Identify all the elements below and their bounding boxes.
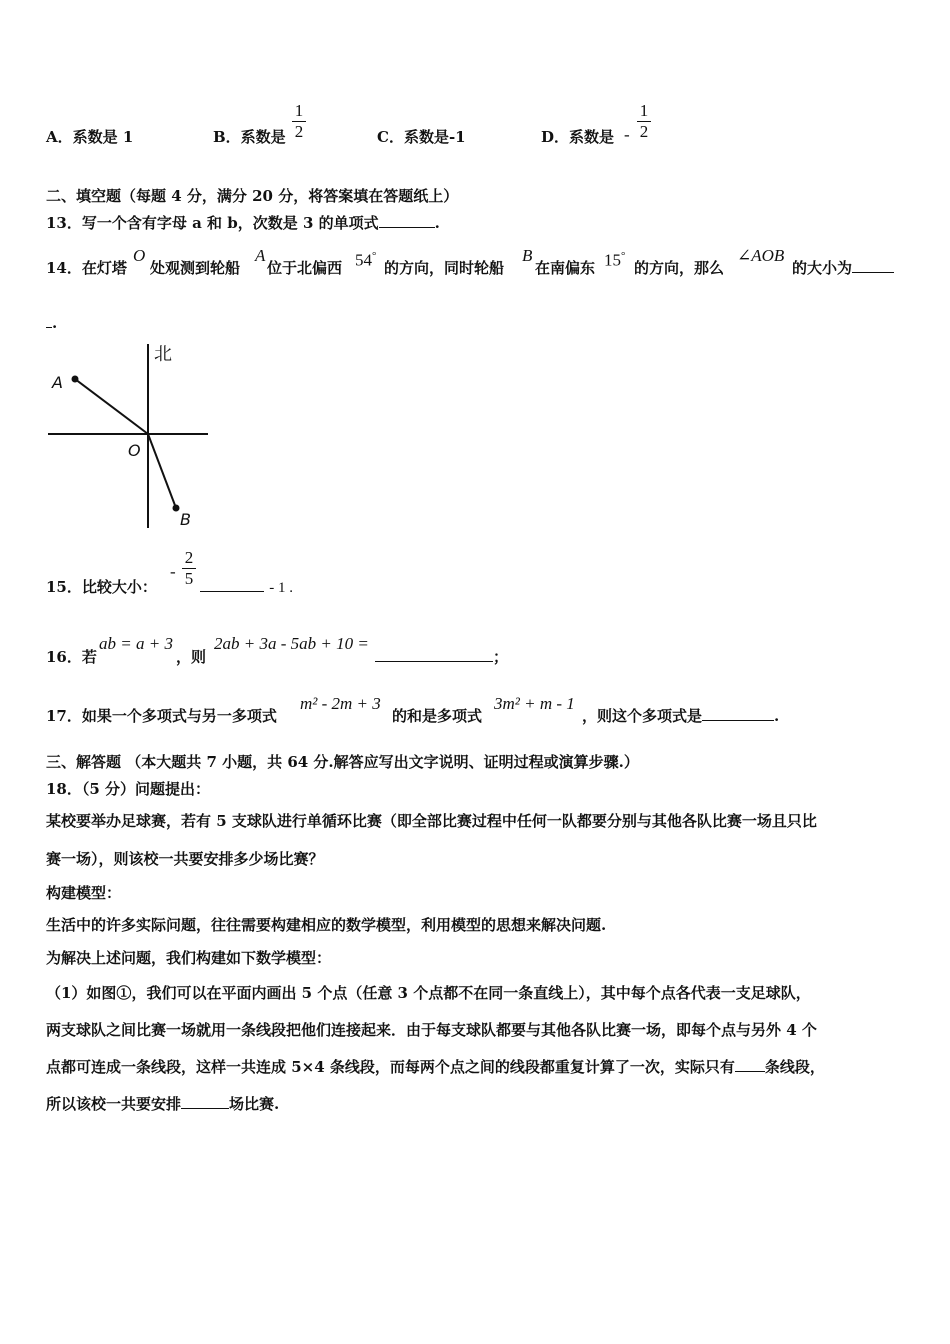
q18-p7-text: 点都可连成一条线段，这样一共连成 5×4 条线段，而每两个点之间的线段都重复计算了一次，实际只有 [46,1058,735,1076]
q18-p8 [46,1094,279,1114]
answer-blank[interactable] [702,706,774,721]
q16-answer [375,647,508,667]
fraction-denominator: 5 [184,569,194,588]
q13-end: . [434,214,440,232]
label-b: B [180,510,191,529]
q18-p3: 生活中的许多实际问题，往往需要构建相应的数学模型，利用模型的思想来解决问题. [46,916,607,934]
q14-point-o: O [133,246,146,265]
q18-p6: 两支球队之间比赛一场就用一条线段把他们连接起来．由于每支球队都要与其他各队比赛一场，即每个点与另外 4 个 [46,1021,817,1039]
fraction-numerator: 2 [184,548,194,567]
q18-p5: （1）如图①，我们可以在平面内画出 5 个点（任意 3 个点都不在同一条直线上），其中每个点各代表一支足球队， [46,984,811,1002]
option-d: D．系数是 [541,128,615,146]
q18-title: 18．（5 分）问题提出： [46,780,211,798]
q17-t2: 的和是多项式 [392,707,483,725]
q14-t2: 处观测到轮船 [150,259,241,277]
answer-blank[interactable] [375,647,493,662]
q17-end: . [774,707,780,725]
q15-rest [200,577,293,598]
section3-header: 三、解答题 （本大题共 7 小题，共 64 分.解答应写出文字说明、证明过程或演算步骤.） [46,753,639,771]
fraction-numerator: 1 [294,101,304,120]
fraction-denominator: 2 [639,122,649,141]
label-a: A [52,373,63,392]
q14-angle-54: 54° [355,250,377,270]
option-c: C．系数是-1 [377,128,466,146]
option-d-fraction [637,102,651,141]
q16-label: 16．若 [46,648,97,666]
answer-blank[interactable] [379,213,435,228]
q15-rhs: - 1 . [269,580,293,596]
degree-value: 54 [355,250,372,270]
question-13 [46,213,440,233]
q17-t3 [582,706,779,726]
q14-end-dot: . [52,314,58,332]
q17-t1: 17．如果一个多项式与另一多项式 [46,707,277,725]
label-o: O [128,441,141,460]
point-b-dot [173,505,180,512]
q14-t5: 在南偏东 [535,259,596,277]
answer-blank[interactable] [852,258,894,273]
point-a-dot [72,376,79,383]
option-b-fraction [292,102,306,141]
q14-t4: 的方向，同时轮船 [384,259,505,277]
q17-poly2: 3m² + m - 1 [494,694,575,713]
ray-oa [75,379,148,434]
answer-blank[interactable] [200,577,264,592]
q16-end: ； [493,648,509,666]
q18-p7 [46,1057,825,1077]
fraction-numerator: 1 [639,101,649,120]
q18-p7-end: 条线段， [764,1058,825,1076]
ray-ob [148,434,176,508]
q14-t1: 14．在灯塔 [46,259,127,277]
q18-heading-model: 构建模型： [46,884,122,902]
q18-p1: 某校要举办足球赛，若有 5 支球队进行单循环比赛（即全部比赛过程中任何一队都要分别与其他各队比赛一场且只比 [46,812,817,830]
q16-expression: 2ab + 3a - 5ab + 10 = [214,634,369,653]
q14-t6: 的方向，那么 [634,259,725,277]
q14-angle-15: 15° [604,250,626,270]
q14-point-b: B [522,246,533,265]
q15-sign: - [170,562,176,581]
q18-p4: 为解决上述问题，我们构建如下数学模型： [46,949,332,967]
answer-blank[interactable] [181,1094,229,1109]
degree-value: 15 [604,250,621,270]
q14-point-a: A [255,246,266,265]
q13-text: 13．写一个含有字母 a 和 b，次数是 3 的单项式 [46,214,379,232]
q14-t3: 位于北偏西 [267,259,343,277]
q16-then: ，则 [176,648,207,666]
section2-header: 二、填空题（每题 4 分，满分 20 分，将答案填在答题纸上） [46,187,459,205]
q18-p8-end: 场比赛. [229,1095,280,1113]
q14-angle-aob: ∠AOB [737,246,785,265]
option-d-sign: - [624,125,630,144]
q16-condition: ab = a + 3 [99,634,173,653]
q18-p2: 赛一场），则该校一共要安排多少场比赛？ [46,850,324,868]
q14-t7 [792,258,894,278]
q15-label: 15．比较大小： [46,578,157,596]
q17-t3-text: ，则这个多项式是 [582,707,703,725]
q14-t7-text: 的大小为 [792,259,853,277]
q17-poly1: m² - 2m + 3 [300,694,381,713]
north-label: 北 [154,344,172,365]
q14-end [46,313,57,333]
fraction-denominator: 2 [294,122,304,141]
answer-blank[interactable] [735,1057,765,1072]
option-a: A．系数是 1 [46,128,134,146]
q14-figure [40,336,220,536]
q15-fraction [182,549,196,588]
q18-p8-text: 所以该校一共要安排 [46,1095,182,1113]
option-b: B．系数是 [213,128,286,146]
